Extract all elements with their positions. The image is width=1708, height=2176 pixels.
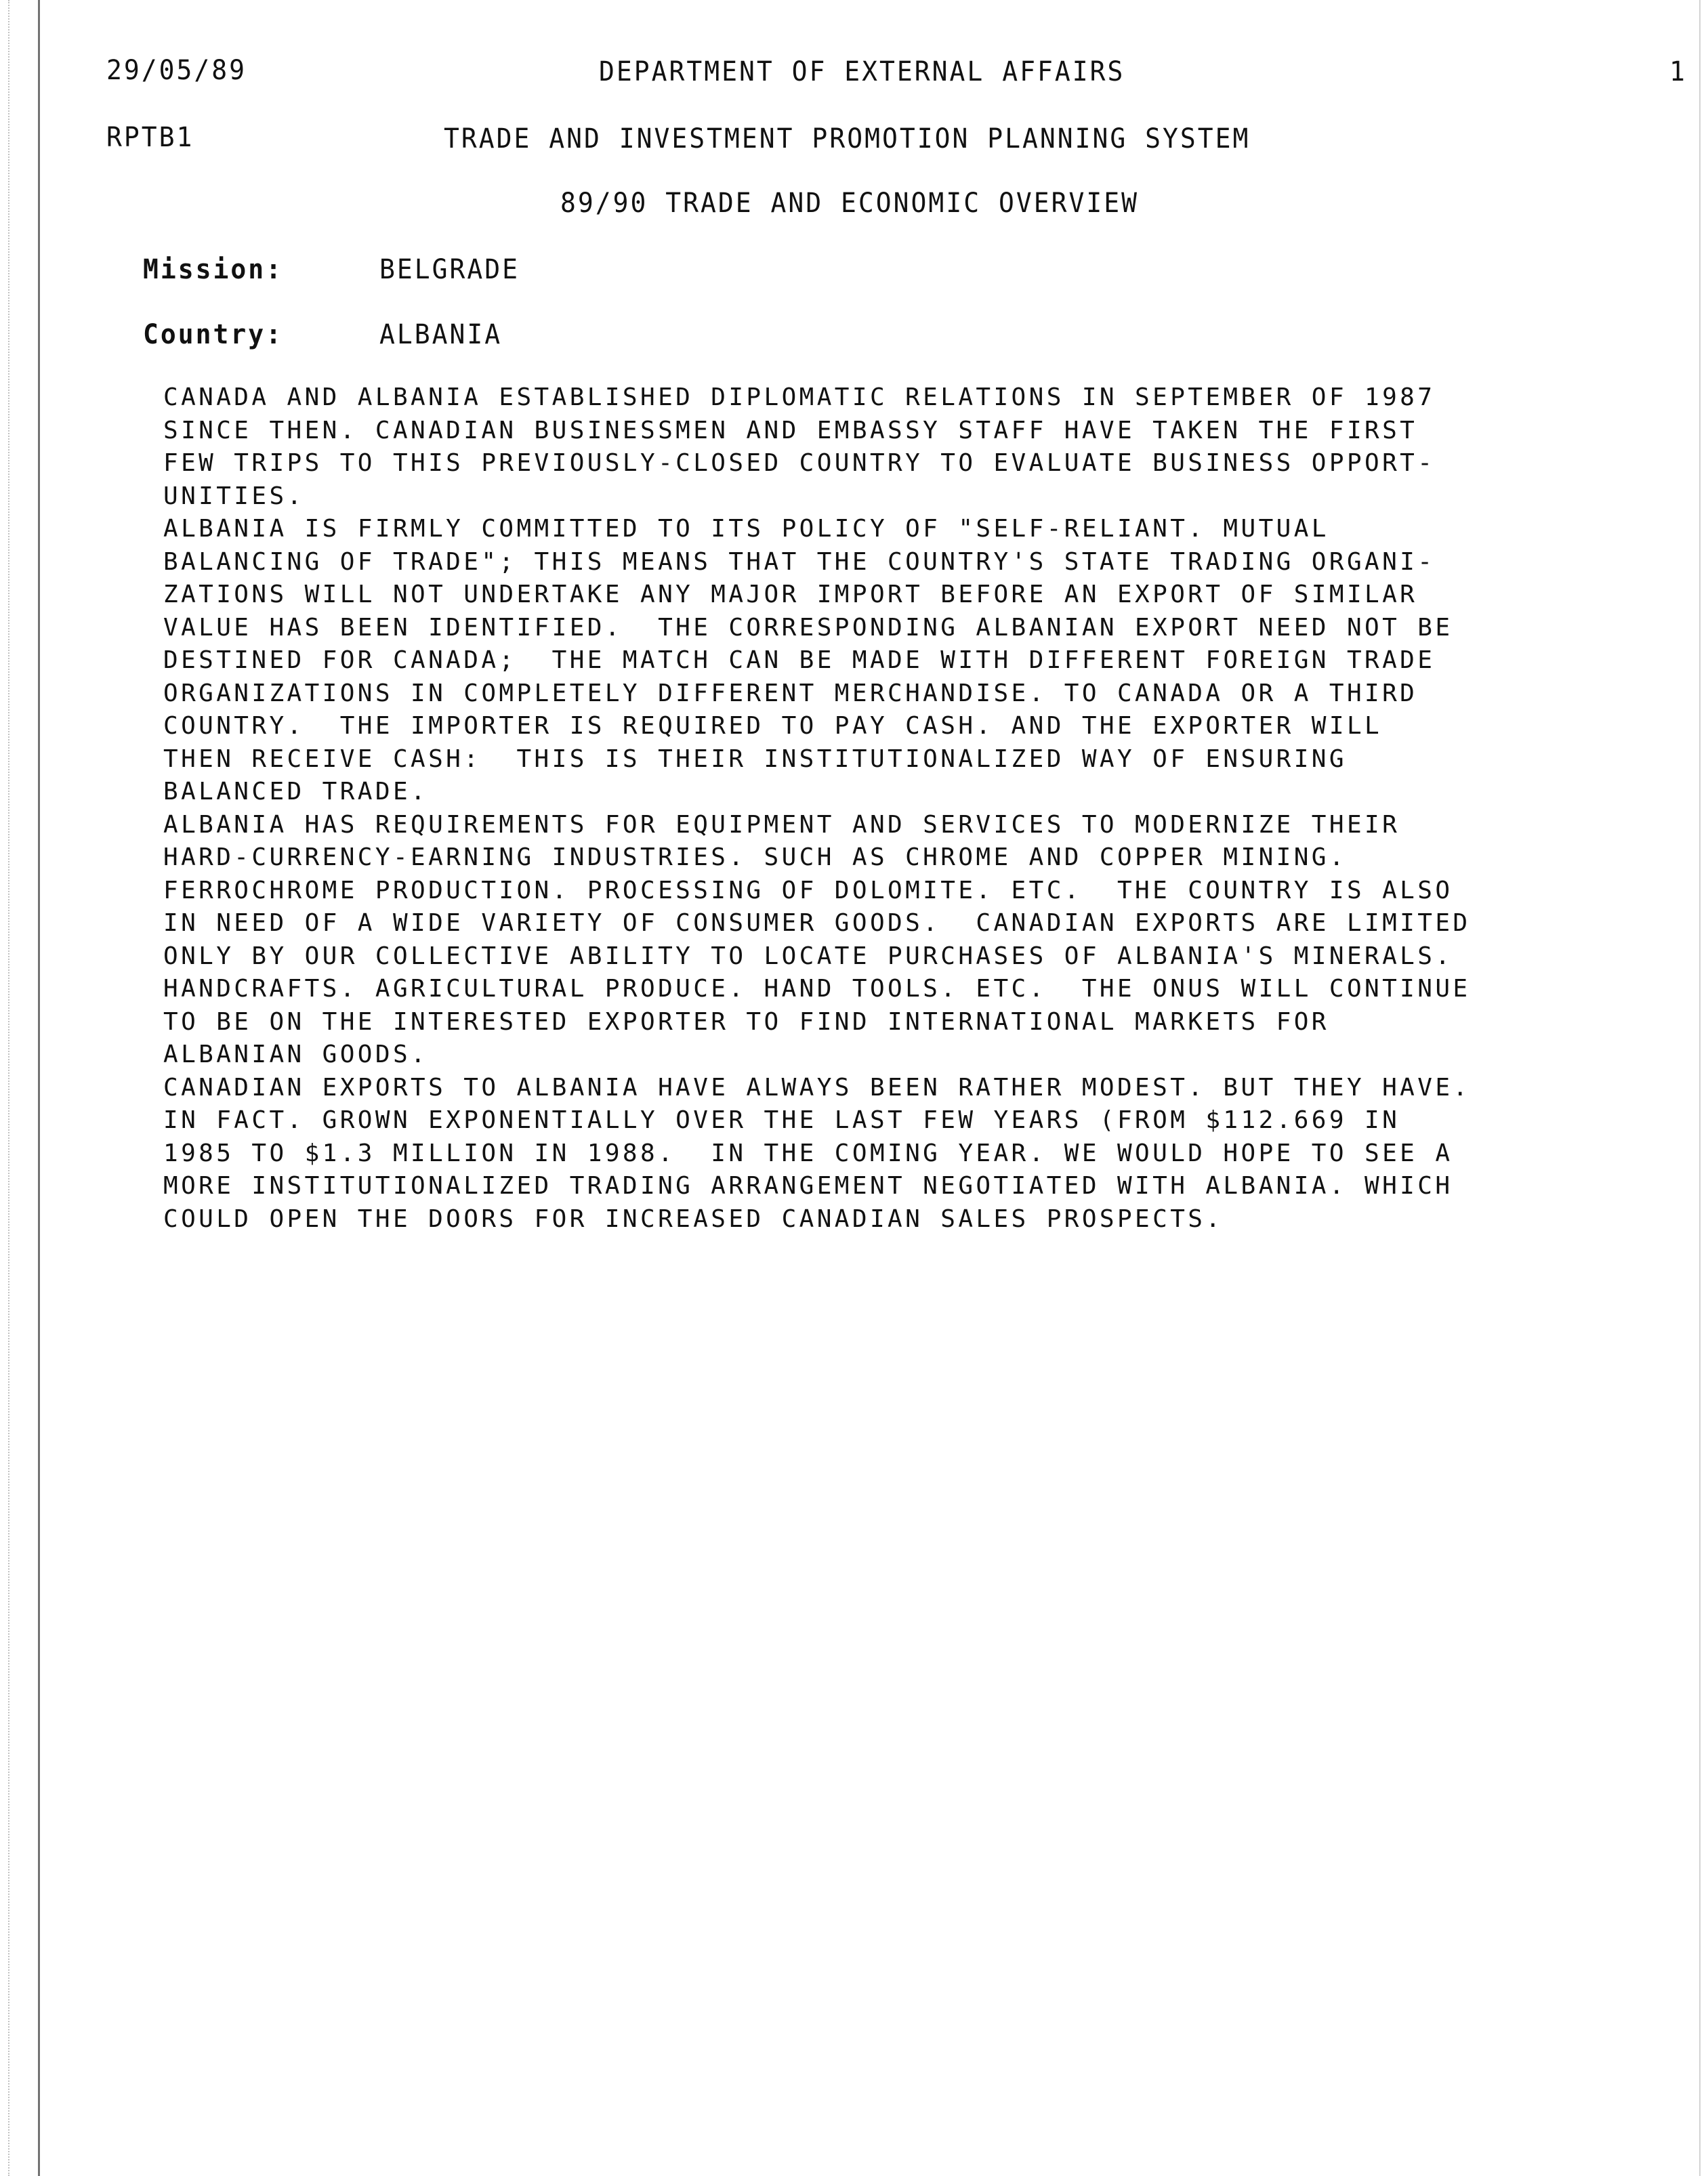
body-line: FERROCHROME PRODUCTION. PROCESSING OF DOLOMITE. ETC. THE COUNTRY IS ALSO <box>163 876 1453 904</box>
report-code: RPTB1 <box>106 121 194 153</box>
body-line: DESTINED FOR CANADA; THE MATCH CAN BE MADE WITH DIFFERENT FOREIGN TRADE <box>163 646 1436 674</box>
body-line: ORGANIZATIONS IN COMPLETELY DIFFERENT MERCHANDISE. TO CANADA OR A THIRD <box>163 679 1418 707</box>
body-line: BALANCING OF TRADE"; THIS MEANS THAT THE COUNTRY'S STATE TRADING ORGANI- <box>163 547 1436 576</box>
body-line: HARD-CURRENCY-EARNING INDUSTRIES. SUCH AS CHROME AND COPPER MINING. <box>163 843 1347 871</box>
scan-left-edge <box>38 0 40 2176</box>
body-line: ALBANIA HAS REQUIREMENTS FOR EQUIPMENT AND SERVICES TO MODERNIZE THEIR <box>163 810 1400 839</box>
body-line: HANDCRAFTS. AGRICULTURAL PRODUCE. HAND TOOLS. ETC. THE ONUS WILL CONTINUE <box>163 975 1471 1003</box>
report-date: 29/05/89 <box>106 54 247 86</box>
body-line: IN NEED OF A WIDE VARIETY OF CONSUMER GOODS. CANADIAN EXPORTS ARE LIMITED <box>163 909 1471 937</box>
body-line: 1985 TO $1.3 MILLION IN 1988. IN THE COMING YEAR. WE WOULD HOPE TO SEE A <box>163 1139 1453 1167</box>
mission-value: BELGRADE <box>379 253 520 285</box>
report-title: 89/90 TRADE AND ECONOMIC OVERVIEW <box>560 187 1139 219</box>
body-line: COUNTRY. THE IMPORTER IS REQUIRED TO PAY CASH. AND THE EXPORTER WILL <box>163 712 1383 740</box>
mission-label: Mission: <box>143 253 284 285</box>
department-heading: DEPARTMENT OF EXTERNAL AFFAIRS <box>599 56 1125 87</box>
body-line: CANADIAN EXPORTS TO ALBANIA HAVE ALWAYS BEEN RATHER MODEST. BUT THEY HAVE. <box>163 1073 1471 1102</box>
body-line: BALANCED TRADE. <box>163 778 429 805</box>
body-line: THEN RECEIVE CASH: THIS IS THEIR INSTITUTIONALIZED WAY OF ENSURING <box>163 745 1347 773</box>
body-line: TO BE ON THE INTERESTED EXPORTER TO FIND INTERNATIONAL MARKETS FOR <box>163 1007 1329 1036</box>
body-line: MORE INSTITUTIONALIZED TRADING ARRANGEMENT NEGOTIATED WITH ALBANIA. WHICH <box>163 1172 1453 1200</box>
body-line: VALUE HAS BEEN IDENTIFIED. THE CORRESPONDING ALBANIAN EXPORT NEED NOT BE <box>163 613 1453 642</box>
body-line: CANADA AND ALBANIA ESTABLISHED DIPLOMATIC RELATIONS IN SEPTEMBER OF 1987 <box>163 383 1436 411</box>
body-line: COULD OPEN THE DOORS FOR INCREASED CANADIAN SALES PROSPECTS. <box>163 1205 1224 1233</box>
scan-edge-dots <box>8 0 11 2176</box>
body-line: FEW TRIPS TO THIS PREVIOUSLY-CLOSED COUNTRY TO EVALUATE BUSINESS OPPORT- <box>163 449 1436 477</box>
page-number: 1 <box>1669 56 1687 87</box>
country-value: ALBANIA <box>379 318 503 350</box>
body-line: ONLY BY OUR COLLECTIVE ABILITY TO LOCATE PURCHASES OF ALBANIA'S MINERALS. <box>163 942 1453 970</box>
body-line: ALBANIAN GOODS. <box>163 1041 429 1068</box>
system-title: TRADE AND INVESTMENT PROMOTION PLANNING SYSTEM <box>444 123 1251 154</box>
body-line: IN FACT. GROWN EXPONENTIALLY OVER THE LAST FEW YEARS (FROM $112.669 IN <box>163 1106 1400 1134</box>
overview-body-text <box>163 381 1470 1236</box>
body-line: SINCE THEN. CANADIAN BUSINESSMEN AND EMBASSY STAFF HAVE TAKEN THE FIRST <box>163 416 1418 444</box>
body-line: UNITIES. <box>163 482 305 510</box>
country-label: Country: <box>143 318 284 350</box>
body-line: ZATIONS WILL NOT UNDERTAKE ANY MAJOR IMPORT BEFORE AN EXPORT OF SIMILAR <box>163 581 1418 608</box>
body-line: ALBANIA IS FIRMLY COMMITTED TO ITS POLICY OF "SELF-RELIANT. MUTUAL <box>163 515 1329 543</box>
scan-right-edge <box>1699 0 1701 2176</box>
